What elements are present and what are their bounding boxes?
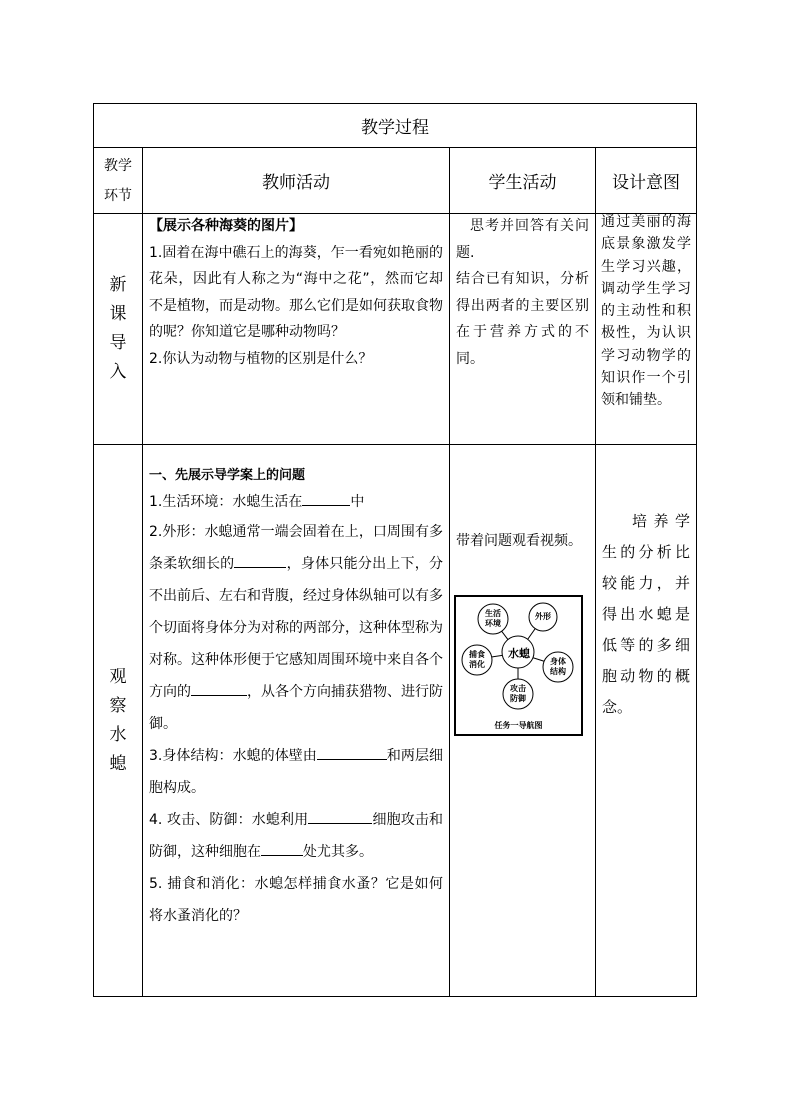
diagram-node: 生活 环境 <box>485 609 501 628</box>
stage-char: 入 <box>109 362 127 382</box>
divider <box>93 444 697 445</box>
paragraph: 1.固着在海中礁石上的海葵，乍一看宛如艳丽的花朵，因此有人称之为“海中之花”，然而它却不是植物，而是动物。那么它们是如何获取食物的呢？你知道它是哪种动物吗？ <box>149 244 443 340</box>
question-1 <box>149 488 443 516</box>
diagram-node: 攻击 防御 <box>510 684 526 703</box>
paragraph: 思考并回答有关问题. <box>456 218 589 261</box>
paragraph: 培养学生的分析比较能力，并得出水螅是低等的多细胞动物的概念。 <box>602 512 690 716</box>
stage-char: 导 <box>109 333 127 353</box>
question-2 <box>149 516 443 740</box>
question-text: 细胞攻击和防御，这种细胞在 <box>149 812 443 860</box>
answer-blank[interactable] <box>308 807 372 824</box>
stage-char: 观 <box>109 666 127 687</box>
task-navigation-diagram <box>454 595 583 736</box>
question-text: 1.生活环境：水螅生活在 <box>149 494 303 510</box>
paragraph: 2.你认为动物与植物的区别是什么？ <box>149 350 373 367</box>
answer-blank[interactable] <box>234 551 286 568</box>
border-right <box>696 103 697 997</box>
stage-char: 新 <box>109 275 127 295</box>
question-5: 5. 捕食和消化：水螅怎样捕食水蚤？它是如何将水蚤消化的？ <box>149 876 443 924</box>
paragraph: 带着问题观看视频。 <box>456 533 582 549</box>
header-stage-line1: 教学 <box>104 157 132 174</box>
section-heading: 【展示各种海葵的图片】 <box>149 218 303 234</box>
stage-char: 察 <box>109 695 127 716</box>
student-activity-intro <box>450 209 595 444</box>
answer-blank[interactable] <box>261 839 303 856</box>
lesson-table <box>93 103 697 997</box>
header-stage <box>94 148 142 213</box>
diagram-caption: 任务一导航图 <box>494 721 543 730</box>
answer-blank[interactable] <box>317 743 387 760</box>
answer-blank[interactable] <box>191 679 247 696</box>
question-text: 3.身体结构：水螅的体壁由 <box>149 748 317 764</box>
teacher-activity-observe <box>143 460 449 995</box>
question-text: 处尤其多。 <box>303 844 373 860</box>
question-4 <box>149 804 443 868</box>
border-bottom <box>93 996 697 997</box>
question-text: 和两层细胞构成。 <box>149 748 444 796</box>
stage-char: 水 <box>109 724 127 745</box>
header-teacher: 教师活动 <box>262 173 330 193</box>
design-intent-intro <box>596 209 696 444</box>
question-text: 中 <box>350 494 365 510</box>
student-activity-observe <box>450 524 595 564</box>
section-heading: 一、先展示导学案上的问题 <box>149 468 306 483</box>
question-text: ，身体只能分出上下，分不出前后、左右和背腹，经过身体纵轴可以有多个切面将身体分为对称的两部分，这种体型称为对称。这种体形便于它感知周围环境中来自各个方向的 <box>149 556 444 700</box>
question-text: 2.外形：水螅通常一端会固着在上，口周围有多条柔软细长的 <box>149 524 443 572</box>
question-text: 4. 攻击、防御：水螅利用 <box>149 812 309 828</box>
question-3 <box>149 740 443 804</box>
diagram-node: 捕食 消化 <box>469 650 485 669</box>
stage-intro <box>94 214 142 444</box>
answer-blank[interactable] <box>302 489 350 506</box>
header-stage-line2: 环节 <box>104 187 132 204</box>
diagram-node: 外形 <box>535 612 551 621</box>
stage-observe <box>94 445 142 996</box>
stage-char: 螅 <box>109 753 127 774</box>
teacher-activity-intro <box>143 209 449 444</box>
question-text: ，从各个方向捕获猎物、进行防御。 <box>149 684 443 732</box>
paragraph: 通过美丽的海底景象激发学生学习兴趣，调动学生学习的主动性和积极性，为认识学习动物学的知识作一个引领和铺垫。 <box>601 214 691 409</box>
stage-char: 课 <box>109 304 127 324</box>
design-intent-observe <box>596 502 696 732</box>
header-design: 设计意图 <box>612 173 680 193</box>
table-title: 教学过程 <box>361 117 429 138</box>
diagram-node: 身体 结构 <box>550 657 566 676</box>
diagram-center-label: 水螅 <box>508 647 530 660</box>
paragraph: 结合已有知识，分析得出两者的主要区别在于营养方式的不同。 <box>456 271 589 367</box>
header-student: 学生活动 <box>488 173 557 193</box>
